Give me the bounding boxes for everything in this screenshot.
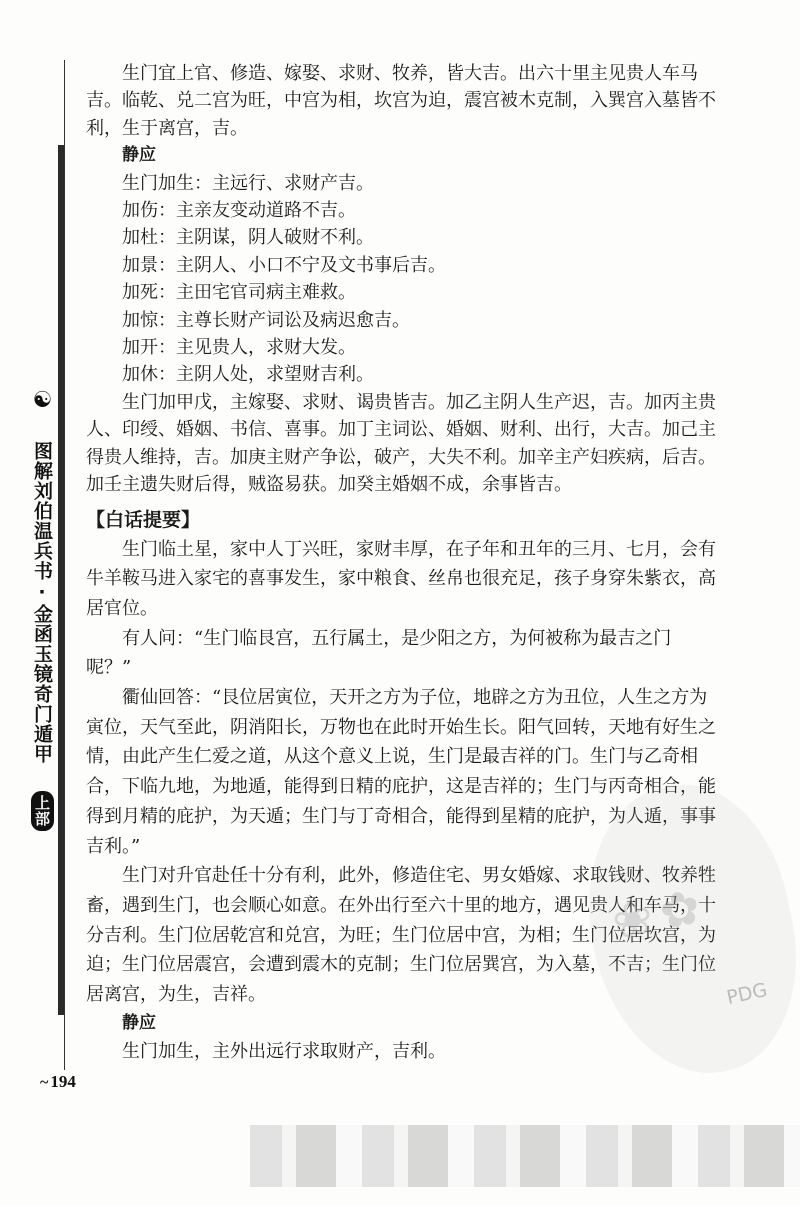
static-item: 加景：主阴人、小口不宁及文书事后吉。 [122, 254, 446, 276]
modern-line: 居离宫，为生，吉祥。 [86, 984, 266, 1006]
modern-line: 呢？” [86, 657, 132, 679]
series-sidebar [30, 388, 56, 831]
scan-artifact [250, 1125, 800, 1187]
volume-badge: 上部 [31, 791, 54, 831]
modern-line: 寅位，天气至此，阴消阳长，万物也在此时开始生长。阳气回转，天地有好生之 [86, 716, 716, 738]
modern-line: 生门对升官赴任十分有利，此外，修造住宅、男女婚嫁、求取钱财、牧养牲 [122, 865, 716, 887]
modern-line: 迫；生门位居震宫，会遭到震木的克制；生门位居巽宫，为入墓，不吉；生门位 [86, 954, 716, 976]
modern-line: 分吉利。生门位居乾宫和兑宫，为旺；生门位居中宫，为相；生门位居坎宫，为 [86, 924, 716, 946]
modern-line: 有人问：“生门临艮宫，五行属土，是少阳之方，为何被称为最吉之门 [122, 627, 672, 649]
modern-line: 畜，遇到生门，也会顺心如意。在外出行至六十里的地方，遇见贵人和车马，十 [86, 894, 716, 916]
original-line: 吉。临乾、兑二宫为旺，中宫为相，坎宫为迫，震宫被木克制，入巽宫入墓皆不 [86, 90, 716, 112]
page-number-text: 194 [50, 1072, 76, 1091]
stems-line: 加壬主遗失财后得，贼盗易获。加癸主婚姻不成，余事皆吉。 [86, 474, 572, 496]
static-heading: 静应 [122, 1012, 156, 1033]
original-line: 利，生于离宫，吉。 [86, 117, 248, 139]
modern-line: 衢仙回答：“艮位居寅位，天开之方为子位，地辟之方为丑位，人生之方为 [122, 687, 708, 709]
page-number [40, 1072, 76, 1092]
ornament-icon: ~ [40, 1074, 49, 1091]
modern-line: 得到月精的庇护，为天遁；生门与丁奇相合，能得到星精的庇护，为人遁，事事 [86, 805, 716, 827]
static-heading: 静应 [122, 145, 156, 166]
static-item: 加死：主田宅官司病主难救。 [122, 282, 356, 304]
static-item: 加开：主见贵人，求财大发。 [122, 337, 356, 359]
static-item: 加惊：主尊长财产词讼及病迟愈吉。 [122, 309, 410, 331]
static-item: 生门加生，主外出远行求取财产，吉利。 [122, 1041, 446, 1063]
stems-line: 人、印绶、婚姻、书信、喜事。加丁主词讼、婚姻、财利、出行，大吉。加己主 [86, 419, 716, 441]
modern-line: 情，由此产生仁爱之道，从这个意义上说，生门是最吉祥的门。生门与乙奇相 [86, 746, 698, 768]
static-item: 加杜：主阴谋，阴人破财不利。 [122, 227, 374, 249]
margin-bar [58, 145, 64, 1015]
static-item: 加伤：主亲友变动道路不吉。 [122, 200, 356, 222]
stems-line: 生门加甲戊，主嫁娶、求财、谒贵皆吉。加乙主阴人生产迟，吉。加丙主贵 [122, 391, 716, 413]
yin-yang-icon: ☯ [30, 388, 55, 414]
stamp-glyphs: ❀✿ [607, 876, 714, 952]
original-line: 生门宜上官、修造、嫁娶、求财、牧养，皆大吉。出六十里主见贵人车马 [122, 63, 698, 84]
modern-line: 牛羊鞍马进入家宅的喜事发生，家中粮食、丝帛也很充足，孩子身穿朱紫衣，高 [86, 568, 716, 590]
modern-line: 合，下临九地，为地遁，能得到日精的庇护，这是吉祥的；生门与丙奇相合，能 [86, 776, 716, 798]
modern-line: 生门临土星，家中人丁兴旺，家财丰厚，在子年和丑年的三月、七月，会有 [122, 538, 716, 560]
series-title: 图解刘伯温兵书·金函玉镜奇门遁甲 [31, 441, 53, 764]
modern-line: 吉利。” [86, 835, 141, 857]
modern-line: 居官位。 [86, 597, 158, 619]
watermark-text: PDG [724, 978, 770, 1009]
stems-line: 得贵人维持，吉。加庚主财产争讼，破产，大失不利。加辛主产妇疾病，后吉。 [86, 446, 716, 468]
section-title: 【白话提要】 [86, 508, 201, 531]
margin-rule [64, 60, 65, 1070]
static-item: 加休：主阴人处，求望财吉利。 [122, 364, 374, 386]
static-item: 生门加生：主远行、求财产吉。 [122, 172, 374, 194]
